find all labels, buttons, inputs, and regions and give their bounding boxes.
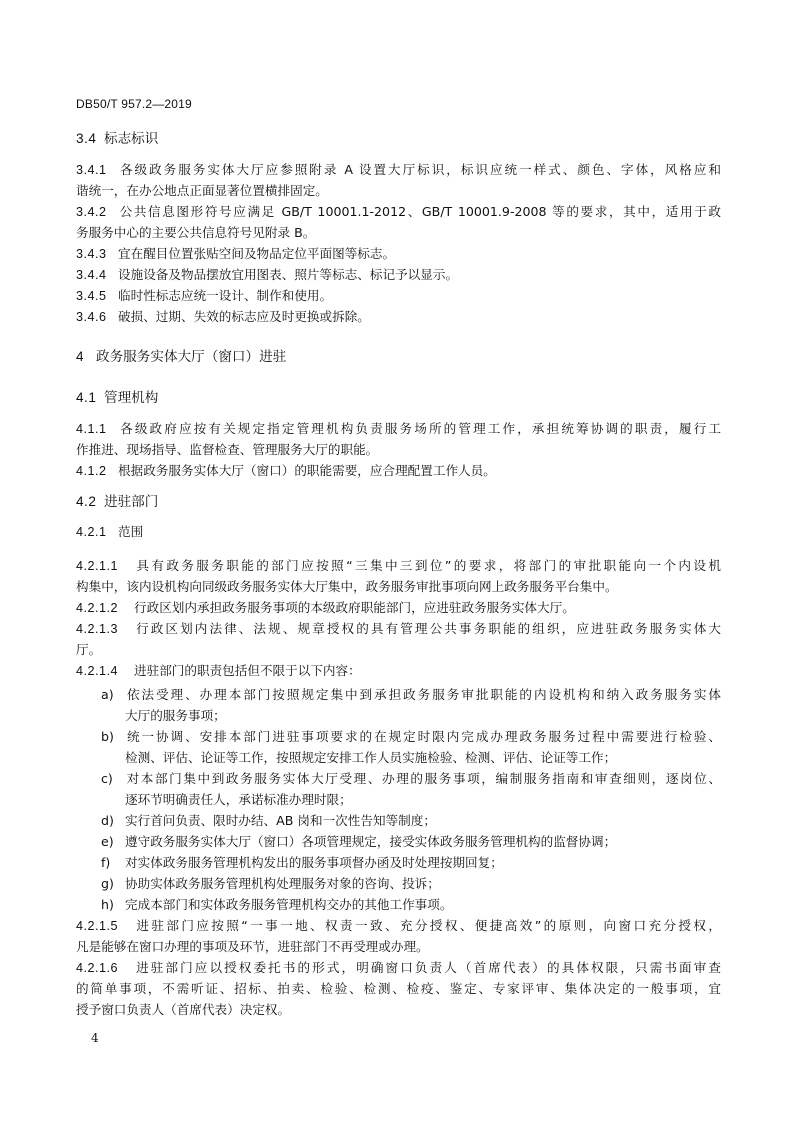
list-item-g: g) 协助实体政务服务管理机构处理服务对象的咨询、投诉；	[101, 876, 440, 891]
clause-3-4-1-cont: 谐统一，在办公地点正面显著位置横排固定。	[76, 183, 328, 198]
list-item-d: d) 实行首问负责、限时办结、AB 岗和一次性告知等制度；	[101, 813, 436, 828]
clause-3-4-2: 3.4.2 公共信息图形符号应满足 GB/T 10001.1-2012、GB/T 10001.9-2008 等的要求，其中，适用于政	[76, 204, 721, 219]
clause-4-2-1-6-cont: 的简单事项，不需听证、招标、拍卖、检验、检测、检疫、鉴定、专家评审、集体决定的一般事项，宜	[76, 981, 721, 996]
clause-4-2-1-6: 4.2.1.6 进驻部门应以授权委托书的形式，明确窗口负责人（首席代表）的具体权限，只需书面审查	[76, 960, 721, 975]
clause-4-1-1-cont: 作推进、现场指导、监督检查、管理服务大厅的职能。	[76, 442, 379, 457]
list-item-c: c) 对本部门集中到政务服务实体大厅受理、办理的服务事项，编制服务指南和审查细则，逐岗位、	[101, 771, 721, 786]
clause-4-2-1-1: 4.2.1.1 具有政务服务职能的部门应按照“三集中三到位”的要求，将部门的审批职能向一个内设机	[76, 558, 721, 573]
section-4-2-heading: 4.2 进驻部门	[76, 494, 159, 510]
list-item-a: a) 依法受理、办理本部门按照规定集中到承担政务服务审批职能的内设机构和纳入政务服务实体	[101, 687, 721, 702]
clause-4-2-1-1-cont: 构集中，该内设机构向同级政务服务实体大厅集中，政务服务审批事项向网上政务服务平台集中。	[76, 579, 618, 594]
clause-3-4-4: 3.4.4 设施设备及物品摆放宜用图表、照片等标志、标记予以显示。	[76, 267, 459, 282]
clause-4-2-1-6-cont-2: 授予窗口负责人（首席代表）决定权。	[76, 1002, 291, 1017]
section-3-4-heading: 3.4 标志标识	[76, 131, 159, 147]
clause-4-2-1-3: 4.2.1.3 行政区划内法律、法规、规章授权的具有管理公共事务职能的组织，应进驻政务服务实体大	[76, 621, 721, 636]
clause-4-1-2: 4.1.2 根据政务服务实体大厅（窗口）的职能需要，应合理配置工作人员。	[76, 463, 496, 478]
list-item-b: b) 统一协调、安排本部门进驻事项要求的在规定时限内完成办理政务服务过程中需要进行检验、	[101, 729, 721, 744]
clause-4-2-1-4: 4.2.1.4 进驻部门的职责包括但不限于以下内容：	[76, 663, 361, 678]
chapter-4-heading: 4 政务服务实体大厅（窗口）进驻	[76, 349, 287, 365]
clause-4-2-1-2: 4.2.1.2 行政区划内承担政务服务事项的本级政府职能部门，应进驻政务服务实体大厅。	[76, 600, 575, 615]
clause-4-1-1: 4.1.1 各级政府应按有关规定指定管理机构负责服务场所的管理工作，承担统筹协调的职责，履行工	[76, 421, 721, 436]
clause-4-2-1-5: 4.2.1.5 进驻部门应按照“一事一地、权责一致、充分授权、便捷高效”的原则，向窗口充分授权，	[76, 918, 721, 933]
list-item-b-cont: 检测、评估、论证等工作，按照规定安排工作人员实施检验、检测、评估、论证等工作；	[125, 750, 617, 765]
list-item-a-cont: 大厅的服务事项；	[125, 708, 226, 723]
clause-4-2-1-3-cont: 厅。	[76, 642, 102, 657]
clause-3-4-2-cont: 务服务中心的主要公共信息符号见附录 B。	[76, 225, 316, 240]
document-code: DB50/T 957.2—2019	[76, 97, 192, 111]
section-4-1-heading: 4.1 管理机构	[76, 390, 159, 406]
clause-3-4-6: 3.4.6 破损、过期、失效的标志应及时更换或拆除。	[76, 309, 370, 324]
list-item-c-cont: 逐环节明确责任人，承诺标准办理时限；	[125, 792, 352, 807]
list-item-h: h) 完成本部门和实体政务服务管理机构交办的其他工作事项。	[101, 897, 453, 912]
page-number: 4	[91, 1031, 99, 1045]
clause-3-4-3: 3.4.3 宜在醒目位置张贴空间及物品定位平面图等标志。	[76, 246, 396, 261]
section-4-2-1-heading: 4.2.1 范围	[76, 524, 144, 539]
clause-4-2-1-5-cont: 凡是能够在窗口办理的事项及环节，进驻部门不再受理或办理。	[76, 939, 429, 954]
list-item-e: e) 遵守政务服务实体大厅（窗口）各项管理规定，接受实体政务服务管理机构的监督协调；	[101, 834, 617, 849]
clause-3-4-1: 3.4.1 各级政务服务实体大厅应参照附录 A 设置大厅标识，标识应统一样式、颜色、字体，风格应和	[76, 162, 721, 177]
list-item-f: f) 对实体政务服务管理机构发出的服务事项督办函及时处理按期回复；	[101, 855, 503, 870]
clause-3-4-5: 3.4.5 临时性标志应统一设计、制作和使用。	[76, 288, 333, 303]
